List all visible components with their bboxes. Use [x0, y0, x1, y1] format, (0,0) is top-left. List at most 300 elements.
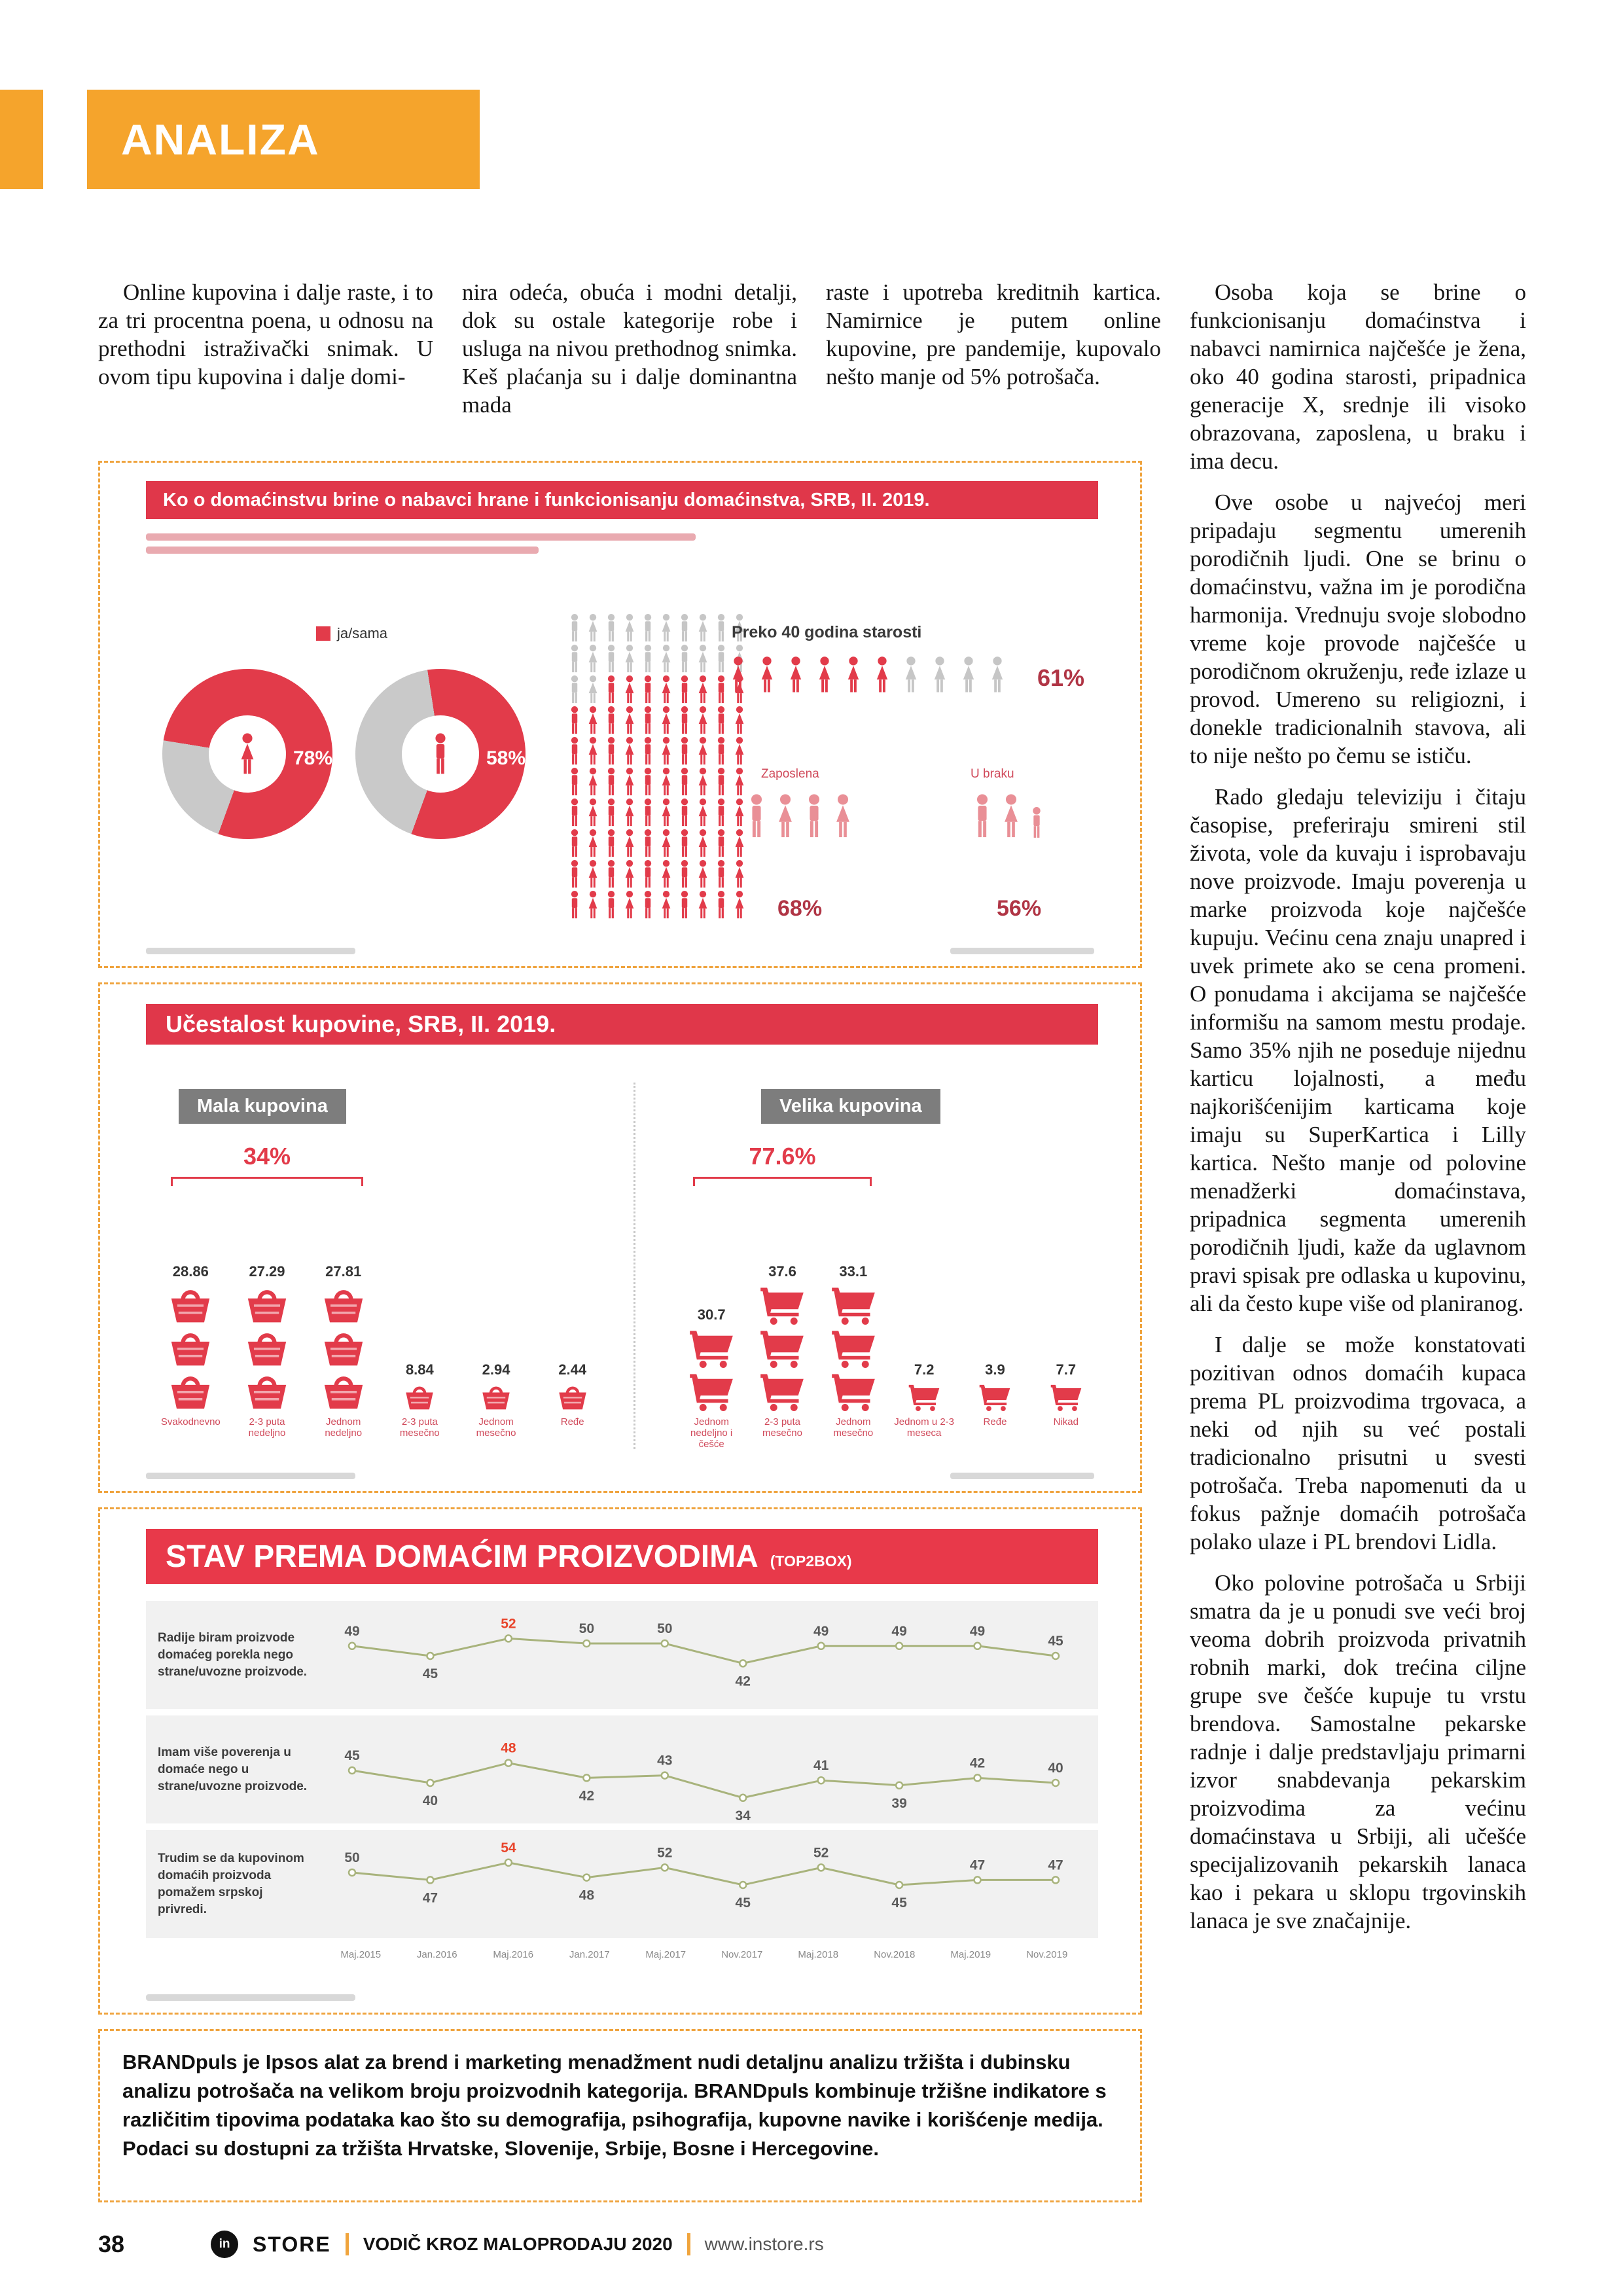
icon-stack — [479, 1382, 513, 1411]
woman-icon — [695, 829, 711, 858]
trend-line — [352, 1763, 1056, 1798]
data-point-marker — [818, 1777, 825, 1784]
man-icon — [640, 767, 656, 797]
x-axis-label: Maj.2019 — [950, 1949, 991, 1960]
man-icon — [713, 890, 729, 920]
man-icon — [567, 829, 582, 858]
column-category-label: Jednom u 2-3 meseca — [894, 1416, 955, 1439]
x-axis-label: Maj.2017 — [645, 1949, 687, 1960]
frequency-column — [747, 1204, 817, 1462]
panel-share: 34% — [243, 1143, 291, 1170]
woman-icon — [658, 767, 674, 797]
woman-icon — [732, 767, 747, 797]
data-point-label: 40 — [422, 1793, 438, 1808]
woman-icon — [786, 656, 806, 694]
man-icon — [640, 890, 656, 920]
woman-icon — [236, 732, 259, 776]
page-number: 38 — [98, 2231, 125, 2257]
brandpuls-note-text: BRANDpuls je Ipsos alat za brend i marketing menadžment nudi detaljnu analizu tržišta i dubinsku analizu potrošača na velikom broju proizvodnih kategorija. BRANDpuls kombinuje tržišne indikatore s različitim tipovima podataka kao što su demografija, psihografija, kupovne navike i korišćenje medija. Podaci su dostupni za tržišta Hrvatske, Slovenije, Srbije, Bosne i Hercegovine. — [122, 2051, 1107, 2160]
woman-icon — [622, 859, 637, 889]
data-point-label: 48 — [579, 1888, 595, 1903]
icon-stack — [978, 1382, 1012, 1411]
data-point-marker — [427, 1653, 433, 1659]
column-category-label: Nikad — [1053, 1416, 1079, 1427]
data-point-label: 50 — [344, 1850, 360, 1865]
column-value-label: 8.84 — [405, 1361, 434, 1378]
woman-icon — [585, 613, 601, 643]
column-category-label: 2-3 puta mesečno — [399, 1416, 440, 1439]
woman-icon — [585, 859, 601, 889]
woman-icon — [695, 767, 711, 797]
data-point-label: 39 — [891, 1795, 907, 1811]
man-icon — [677, 644, 692, 673]
icon-stack — [243, 1284, 291, 1411]
data-point-marker — [583, 1874, 590, 1881]
data-point-label: 41 — [813, 1758, 829, 1774]
age-row-label: Preko 40 godina starosti — [732, 623, 922, 641]
woman-icon — [585, 644, 601, 673]
basket-icon — [319, 1284, 368, 1325]
icon-stack — [166, 1284, 215, 1411]
man-icon — [603, 706, 619, 735]
chart-household-box — [98, 461, 1142, 968]
basket-icon — [402, 1382, 437, 1411]
man-icon — [713, 675, 729, 704]
data-point-label: 45 — [344, 1748, 360, 1763]
data-point-marker — [818, 1864, 825, 1871]
man-icon — [677, 859, 692, 889]
woman-icon — [658, 706, 674, 735]
woman-icon — [658, 644, 674, 673]
frequency-column — [458, 1204, 535, 1462]
icon-stack — [402, 1382, 437, 1411]
woman-icon — [695, 798, 711, 827]
data-point-marker — [583, 1640, 590, 1647]
man-icon — [713, 859, 729, 889]
article-right-column — [1190, 278, 1526, 2209]
column-value-label: 33.1 — [839, 1263, 868, 1280]
woman-icon — [622, 675, 637, 704]
woman-icon — [658, 675, 674, 704]
frequency-column — [889, 1204, 959, 1462]
panel-big-purchase — [676, 1076, 1101, 1462]
man-icon — [677, 798, 692, 827]
data-point-label: 45 — [1048, 1634, 1063, 1649]
column-value-label: 28.86 — [172, 1263, 209, 1280]
woman-icon — [732, 736, 747, 766]
man-icon — [603, 859, 619, 889]
donut-hole — [402, 715, 479, 793]
article-paragraph: Oko polovine potrošača u Srbiji smatra da je u ponudi sve veći broj veoma dobrih proizvoda privatnih robnih marki, dok trećina ciljne grupe sve češće kupuje tu vrstu brendova. Samostalne pekarske radnje i dalje predstavljaju primarni izvor snabdevanja pekarskim proizvodima za većinu domaćinstava u Srbiji, ali učešće specijalizovanih pekarskih lanaca kao i pekara u sklopu trgovinskih lanaca je sve značajnije. — [1190, 1570, 1526, 1933]
panel-name: Mala kupovina — [179, 1089, 346, 1124]
frequency-column — [676, 1204, 747, 1462]
attitudes-x-labels — [323, 1949, 1085, 1960]
frequency-column — [534, 1204, 611, 1462]
legend-swatch — [316, 626, 330, 641]
donut-value-label: 78% — [293, 747, 332, 769]
page-footer — [98, 2231, 1525, 2258]
woman-icon — [658, 859, 674, 889]
woman-icon — [999, 793, 1023, 839]
x-axis-label: Maj.2015 — [340, 1949, 382, 1960]
icon-stack — [687, 1327, 736, 1411]
group-icons — [745, 793, 855, 839]
data-point-marker — [896, 1643, 902, 1649]
data-point-marker — [427, 1780, 433, 1786]
icon-stack — [1049, 1382, 1083, 1411]
group-value: 68% — [777, 896, 823, 921]
column-category-label: 2-3 puta mesečno — [762, 1416, 802, 1439]
chart-attitudes-title: STAV PREMA DOMAĆIM PROIZVODIMA — [166, 1539, 758, 1574]
man-icon — [567, 736, 582, 766]
donut-value-label: 58% — [486, 747, 526, 769]
cart-icon — [829, 1327, 878, 1368]
woman-icon — [585, 890, 601, 920]
woman-icon — [622, 644, 637, 673]
data-point-label: 48 — [501, 1740, 516, 1756]
x-axis-label: Jan.2016 — [416, 1949, 457, 1960]
woman-icon — [844, 656, 863, 694]
man-icon — [603, 644, 619, 673]
man-icon — [677, 736, 692, 766]
man-icon — [640, 859, 656, 889]
column-category-label: Jednom nedeljno i češće — [690, 1416, 733, 1450]
group-label: Zaposlena — [761, 767, 819, 781]
data-point-label: 50 — [579, 1621, 595, 1636]
data-point-label: 42 — [579, 1788, 595, 1804]
frequency-column — [229, 1204, 306, 1462]
woman-icon — [872, 656, 892, 694]
x-axis-label: Maj.2016 — [493, 1949, 534, 1960]
man-icon — [567, 798, 582, 827]
cart-icon — [1049, 1382, 1083, 1411]
woman-icon — [585, 736, 601, 766]
man-icon — [640, 798, 656, 827]
data-point-label: 34 — [735, 1808, 751, 1823]
column-value-label: 37.6 — [768, 1263, 796, 1280]
methodology-note-placeholder — [146, 533, 696, 541]
man-icon — [603, 890, 619, 920]
panel-small-purchase — [152, 1076, 611, 1462]
article-column-3 — [826, 278, 1161, 404]
woman-icon — [732, 706, 747, 735]
woman-icon — [695, 613, 711, 643]
column-category-label: Jednom mesečno — [476, 1416, 516, 1439]
attitudes-rows — [146, 1601, 1098, 1945]
bracket — [171, 1177, 363, 1186]
line-chart — [323, 1601, 1085, 1709]
data-point-label: 50 — [657, 1621, 673, 1636]
woman-icon — [622, 736, 637, 766]
source-note-placeholder — [146, 1994, 355, 2001]
woman-icon — [622, 829, 637, 858]
woman-icon — [585, 798, 601, 827]
data-point-marker — [1052, 1876, 1059, 1883]
chart-household-title-bar — [146, 481, 1098, 519]
data-point-marker — [896, 1782, 902, 1789]
data-point-label: 45 — [735, 1895, 751, 1910]
man-icon — [713, 736, 729, 766]
data-point-label: 52 — [813, 1845, 829, 1861]
column-value-label: 7.2 — [914, 1361, 935, 1378]
woman-icon — [901, 656, 921, 694]
source-note-placeholder — [146, 1473, 355, 1479]
man-icon — [603, 798, 619, 827]
cart-icon — [687, 1327, 736, 1368]
bracket — [693, 1177, 872, 1186]
data-point-label: 49 — [344, 1623, 360, 1639]
icon-stack — [907, 1382, 941, 1411]
data-point-label: 52 — [501, 1616, 516, 1632]
woman-icon — [585, 675, 601, 704]
woman-icon — [930, 656, 950, 694]
woman-icon — [622, 613, 637, 643]
attitudes-row — [146, 1830, 1098, 1938]
man-icon — [640, 644, 656, 673]
column-category-label: 2-3 puta nedeljno — [248, 1416, 286, 1439]
woman-icon — [695, 859, 711, 889]
frequency-column — [1031, 1204, 1101, 1462]
data-point-marker — [974, 1774, 981, 1781]
data-point-marker — [662, 1640, 668, 1647]
trend-line — [352, 1863, 1056, 1885]
data-point-marker — [818, 1643, 825, 1649]
basket-icon — [243, 1371, 291, 1411]
chart-legend — [316, 625, 387, 642]
panel-name: Velika kupovina — [761, 1089, 940, 1124]
data-point-label: 42 — [969, 1755, 986, 1771]
man-icon — [640, 706, 656, 735]
frequency-column — [959, 1204, 1030, 1462]
man-icon — [640, 736, 656, 766]
article-paragraph: Ove osobe u najvećoj meri pripadaju segmentu umerenih porodičnih ljudi. One se brinu o domaćinstvu, važna im je porodična harmonija. Vrednuju svoje slobodno vreme koje provode najčešće u porodičnom okruženju, ređe izlaze u provod. Umereno su religiozni, i donekle tradicionalnih stavova, ali to nije nešto po čemu se ističu. — [1190, 490, 1526, 768]
data-point-marker — [974, 1643, 981, 1649]
donut-chart-men — [355, 669, 526, 839]
data-point-label: 49 — [969, 1623, 986, 1639]
cart-icon — [829, 1284, 878, 1325]
frequency-column — [818, 1204, 889, 1462]
woman-icon — [757, 656, 777, 694]
man-icon — [603, 613, 619, 643]
data-point-marker — [505, 1859, 512, 1866]
data-point-marker — [740, 1882, 746, 1888]
man-icon — [603, 829, 619, 858]
woman-icon — [585, 706, 601, 735]
x-axis-label: Nov.2018 — [874, 1949, 916, 1960]
woman-icon — [695, 736, 711, 766]
line-chart — [323, 1830, 1085, 1938]
trend-line — [352, 1638, 1056, 1663]
data-point-marker — [1052, 1780, 1059, 1786]
woman-icon — [695, 644, 711, 673]
article-paragraph: raste i upotreba kreditnih kartica. Namirnice je putem online kupovine, pre pandemije, kupovalo nešto manje od 5% potrošača. — [826, 279, 1161, 389]
data-point-marker — [662, 1864, 668, 1871]
woman-icon — [658, 890, 674, 920]
woman-icon — [695, 706, 711, 735]
woman-icon — [815, 656, 834, 694]
data-point-marker — [662, 1772, 668, 1779]
column-value-label: 7.7 — [1056, 1361, 1077, 1378]
woman-icon — [622, 767, 637, 797]
data-point-marker — [740, 1795, 746, 1801]
basket-icon — [166, 1327, 215, 1368]
data-point-marker — [505, 1760, 512, 1767]
cart-icon — [758, 1284, 806, 1325]
man-icon — [745, 793, 768, 839]
icon-stack — [319, 1284, 368, 1411]
panel-share: 77.6% — [749, 1143, 816, 1170]
woman-icon — [658, 829, 674, 858]
woman-icon — [658, 736, 674, 766]
icon-stack — [829, 1284, 878, 1411]
man-icon — [603, 767, 619, 797]
column-category-label: Ređe — [983, 1416, 1007, 1427]
woman-icon — [732, 859, 747, 889]
x-axis-label: Nov.2019 — [1026, 1949, 1068, 1960]
source-note-placeholder — [950, 948, 1094, 954]
basket-icon — [243, 1327, 291, 1368]
article-paragraph: nira odeća, obuća i modni detalji, dok su ostale kategorije robe i usluga na nivou prethodnog snimka. Keš plaćanja su i dalje dominantna mada — [462, 279, 797, 418]
data-point-label: 42 — [735, 1674, 751, 1689]
footer-separator — [346, 2233, 349, 2255]
woman-icon — [585, 829, 601, 858]
man-icon — [677, 767, 692, 797]
woman-icon — [959, 656, 978, 694]
basket-icon — [479, 1382, 513, 1411]
data-point-marker — [427, 1876, 433, 1883]
column-category-label: Jednom mesečno — [833, 1416, 874, 1439]
column-value-label: 2.94 — [482, 1361, 510, 1378]
woman-icon — [658, 613, 674, 643]
basket-icon — [319, 1371, 368, 1411]
section-edge-tab — [0, 90, 43, 189]
man-icon — [640, 613, 656, 643]
frequency-column — [382, 1204, 458, 1462]
basket-icon — [166, 1284, 215, 1325]
man-icon — [567, 859, 582, 889]
column-category-label: Ređe — [560, 1416, 584, 1427]
footer-url-link[interactable]: www.instore.rs — [704, 2234, 824, 2254]
data-point-label: 49 — [813, 1623, 829, 1639]
woman-icon — [988, 656, 1007, 694]
man-icon — [971, 793, 994, 839]
column-value-label: 30.7 — [697, 1306, 726, 1323]
section-title: ANALIZA — [121, 115, 320, 164]
attitudes-row-label: Trudim se da kupovinom domaćih proizvoda pomažem srpskoj privredi. — [158, 1851, 304, 1916]
logo-glyph: in — [219, 2237, 230, 2251]
woman-icon — [622, 706, 637, 735]
data-point-label: 47 — [1048, 1857, 1063, 1873]
basket-icon — [319, 1327, 368, 1368]
icon-stack — [556, 1382, 590, 1411]
woman-icon — [585, 767, 601, 797]
line-chart — [323, 1715, 1085, 1823]
column-value-label: 2.44 — [558, 1361, 587, 1378]
article-column-1 — [98, 278, 433, 404]
data-point-label: 47 — [422, 1890, 438, 1906]
man-icon — [567, 613, 582, 643]
attitudes-row — [146, 1601, 1098, 1709]
woman-icon — [831, 793, 855, 839]
data-point-marker — [505, 1635, 512, 1641]
man-icon — [677, 706, 692, 735]
section-header — [87, 90, 480, 189]
man-icon — [567, 890, 582, 920]
man-icon — [713, 706, 729, 735]
man-icon — [567, 644, 582, 673]
basket-icon — [166, 1371, 215, 1411]
group-icons — [971, 793, 1045, 839]
man-icon — [677, 829, 692, 858]
donut-hole — [209, 715, 286, 793]
man-icon — [713, 613, 729, 643]
woman-icon — [774, 793, 797, 839]
age-icon-row — [728, 656, 1007, 694]
column-category-label: Svakodnevno — [160, 1416, 221, 1427]
footer-separator — [687, 2233, 690, 2255]
chart-frequency-box — [98, 982, 1142, 1493]
woman-icon — [732, 890, 747, 920]
woman-icon — [658, 798, 674, 827]
cart-icon — [978, 1382, 1012, 1411]
data-point-marker — [740, 1660, 746, 1666]
man-icon — [567, 706, 582, 735]
icon-stack — [758, 1284, 806, 1411]
man-icon — [567, 767, 582, 797]
column-value-label: 27.29 — [249, 1263, 285, 1280]
man-icon — [677, 890, 692, 920]
data-point-marker — [349, 1767, 355, 1774]
data-point-marker — [349, 1643, 355, 1649]
woman-icon — [622, 890, 637, 920]
attitudes-row-label: Radije biram proizvode domaćeg porekla nego strane/uvozne proizvode. — [158, 1630, 308, 1679]
woman-icon — [695, 890, 711, 920]
data-point-marker — [974, 1876, 981, 1883]
cart-icon — [687, 1371, 736, 1411]
column-value-label: 27.81 — [325, 1263, 362, 1280]
data-point-label: 49 — [891, 1623, 907, 1639]
basket-icon — [243, 1284, 291, 1325]
cart-icon — [758, 1327, 806, 1368]
man-icon — [713, 829, 729, 858]
data-point-marker — [1052, 1653, 1059, 1659]
data-point-marker — [583, 1774, 590, 1781]
chart-attitudes-title-bar — [146, 1529, 1098, 1584]
woman-icon — [622, 798, 637, 827]
man-icon — [567, 675, 582, 704]
man-icon — [640, 829, 656, 858]
data-point-label: 47 — [969, 1857, 986, 1873]
footer-title: VODIČ KROZ MALOPRODAJU 2020 — [363, 2234, 673, 2254]
article-paragraph: Online kupovina i dalje raste, i to za tri procentna poena, u odnosu na prethodni istraživački snimak. U ovom tipu kupovina i dalje domi- — [98, 279, 433, 389]
methodology-note-placeholder — [146, 547, 539, 554]
column-value-label: 3.9 — [985, 1361, 1005, 1378]
article-paragraph: Osoba koja se brine o funkcionisanju domaćinstva i nabavci namirnica najčešće je žena, oko 40 godina starosti, pripadnica generacije X, srednje ili visoko obrazovana, zaposlena, u braku i ima decu. — [1190, 279, 1526, 474]
x-axis-label: Maj.2018 — [798, 1949, 839, 1960]
man-icon — [713, 644, 729, 673]
woman-icon — [695, 675, 711, 704]
source-note-placeholder — [950, 1473, 1094, 1479]
cart-icon — [907, 1382, 941, 1411]
chart-attitudes-title-suffix: (TOP2BOX) — [770, 1552, 852, 1570]
man-icon — [713, 767, 729, 797]
legend-label: ja/sama — [337, 625, 388, 641]
article-column-2 — [462, 278, 797, 432]
man-icon — [603, 675, 619, 704]
chart-frequency-title-bar — [146, 1004, 1098, 1045]
cart-icon — [758, 1371, 806, 1411]
attitudes-row — [146, 1715, 1098, 1823]
